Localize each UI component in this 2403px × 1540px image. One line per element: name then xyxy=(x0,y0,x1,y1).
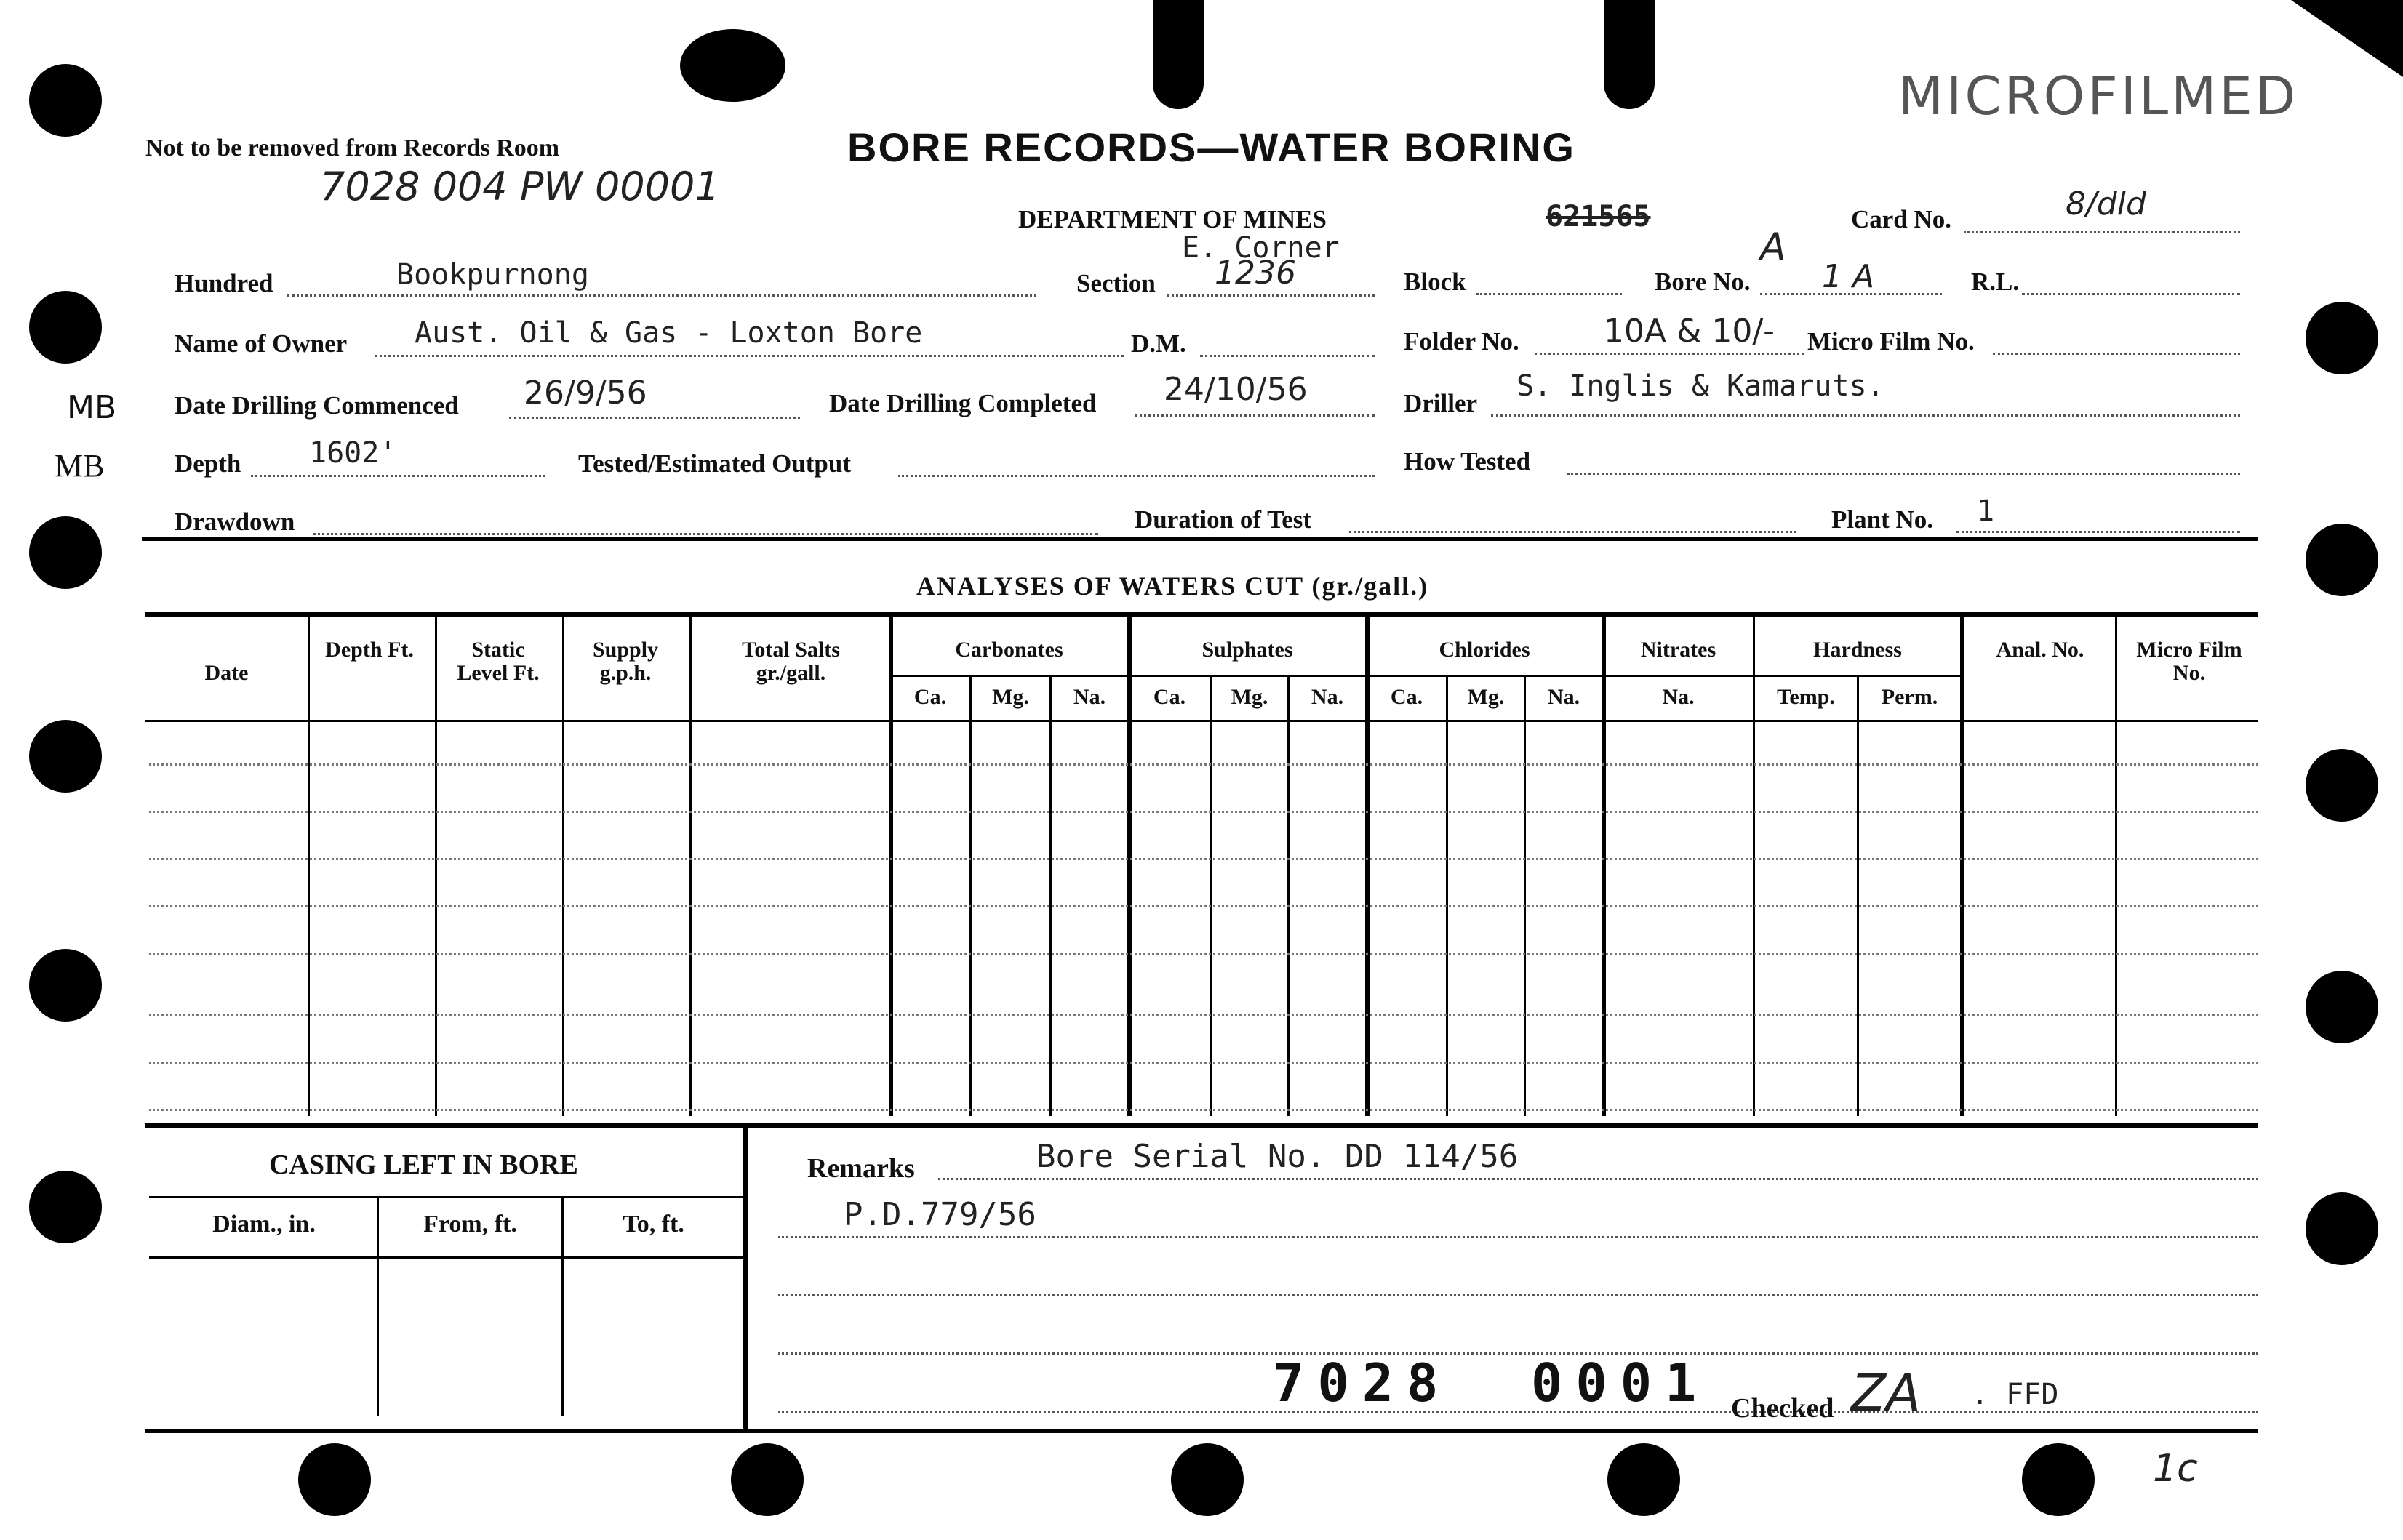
stamp-number-left: 7028 xyxy=(1273,1352,1452,1413)
column-divider xyxy=(562,614,564,1116)
plant-no-label: Plant No. xyxy=(1831,505,1933,534)
punch-hole xyxy=(29,720,102,793)
sub-header: Mg. xyxy=(1231,685,1268,709)
divider xyxy=(142,537,2258,541)
section-note: E. Corner xyxy=(1182,231,1340,265)
punch-hole xyxy=(2306,302,2378,374)
column-divider xyxy=(1857,676,1859,1116)
punch-hole xyxy=(298,1443,371,1516)
punch-hole xyxy=(29,1171,102,1243)
divider xyxy=(145,1123,2258,1128)
col-header-depth: Depth Ft. xyxy=(325,638,414,662)
punch-tab xyxy=(1604,0,1655,109)
punch-hole xyxy=(731,1443,804,1516)
margin-note-mb: MB xyxy=(55,448,105,484)
folder-no-label: Folder No. xyxy=(1404,327,1519,356)
dotted-line xyxy=(938,1178,2258,1180)
bore-no-value: 1 A xyxy=(1822,258,1875,295)
divider xyxy=(149,1196,743,1198)
section-divider xyxy=(743,1126,748,1431)
column-divider xyxy=(308,614,310,1116)
casing-diam-header: Diam., in. xyxy=(212,1211,316,1238)
casing-to-header: To, ft. xyxy=(623,1211,684,1238)
casing-title: CASING LEFT IN BORE xyxy=(269,1150,578,1180)
driller-value: S. Inglis & Kamaruts. xyxy=(1516,369,1884,403)
sub-header: Ca. xyxy=(1390,685,1423,709)
sub-header: Na. xyxy=(1662,685,1695,709)
hundred-label: Hundred xyxy=(175,269,273,297)
corner-cut xyxy=(2291,0,2403,80)
department-label: DEPARTMENT OF MINES xyxy=(1018,205,1327,233)
tested-output-label: Tested/Estimated Output xyxy=(578,449,852,478)
rl-label: R.L. xyxy=(1971,268,2020,296)
sub-header: Na. xyxy=(1073,685,1106,709)
col-header-micro-film: Micro Film No. xyxy=(2136,638,2242,685)
records-note: Not to be removed from Records Room xyxy=(145,135,560,161)
bore-no-label: Bore No. xyxy=(1655,268,1751,296)
page-title: BORE RECORDS—WATER BORING xyxy=(847,124,1575,170)
punch-hole xyxy=(2306,1192,2378,1265)
table-row xyxy=(149,1109,2258,1111)
analyses-title: ANALYSES OF WATERS CUT (gr./gall.) xyxy=(916,572,1429,601)
column-divider xyxy=(969,676,972,1116)
dotted-line xyxy=(1476,293,1622,295)
checked-label: Checked xyxy=(1731,1393,1834,1424)
col-header-date: Date xyxy=(204,661,249,685)
remarks-line1: Bore Serial No. DD 114/56 xyxy=(1036,1138,1519,1175)
dotted-line xyxy=(313,533,1098,535)
col-header-nitrates: Nitrates xyxy=(1640,638,1716,662)
block-label: Block xyxy=(1404,268,1466,296)
table-row xyxy=(149,953,2258,955)
punch-hole xyxy=(2022,1443,2095,1516)
record-id-handwritten: 7028 004 PW 00001 xyxy=(320,164,720,209)
header-underline xyxy=(891,675,1960,677)
column-divider xyxy=(1960,614,1964,1116)
dotted-line xyxy=(251,475,545,477)
column-divider xyxy=(1446,676,1448,1116)
bore-no-top: A xyxy=(1760,225,1786,269)
duration-label: Duration of Test xyxy=(1135,505,1312,534)
col-header-static: Static Level Ft. xyxy=(457,638,540,685)
card-no-value: 8/dld xyxy=(2066,185,2146,222)
col-header-chlorides: Chlorides xyxy=(1439,638,1530,662)
dotted-line xyxy=(1956,531,2240,533)
how-tested-label: How Tested xyxy=(1404,447,1531,476)
casing-from-header: From, ft. xyxy=(423,1211,517,1238)
punch-hole xyxy=(2306,971,2378,1043)
table-row xyxy=(149,811,2258,813)
column-divider xyxy=(1287,676,1290,1116)
header-underline xyxy=(145,720,2258,722)
punch-hole xyxy=(29,291,102,364)
punch-hole xyxy=(1607,1443,1680,1516)
driller-label: Driller xyxy=(1404,389,1478,417)
punch-hole xyxy=(29,64,102,137)
dotted-line xyxy=(1567,473,2240,475)
hundred-value: Bookpurnong xyxy=(396,258,589,292)
remarks-label: Remarks xyxy=(807,1153,915,1184)
micro-film-no-label: Micro Film No. xyxy=(1807,327,1975,356)
owner-label: Name of Owner xyxy=(175,329,348,358)
microfilmed-stamp: MICROFILMED xyxy=(1898,65,2299,127)
column-divider xyxy=(1049,676,1052,1116)
dotted-line xyxy=(1135,414,1375,417)
table-row xyxy=(149,763,2258,766)
dotted-line xyxy=(1200,355,1375,357)
drawdown-label: Drawdown xyxy=(175,508,295,536)
col-header-anal-no: Anal. No. xyxy=(1996,638,2084,662)
dotted-line xyxy=(375,355,1124,357)
card-no-label: Card No. xyxy=(1851,205,1952,233)
punch-hole xyxy=(1171,1443,1244,1516)
punch-hole xyxy=(2306,524,2378,596)
col-header-hardness: Hardness xyxy=(1813,638,1902,662)
table-row xyxy=(149,858,2258,860)
date-completed-value: 24/10/56 xyxy=(1164,371,1308,408)
punch-hole xyxy=(29,516,102,589)
col-header-sulphates: Sulphates xyxy=(1202,638,1293,662)
sub-header: Temp. xyxy=(1777,685,1835,709)
col-header-carbonates: Carbonates xyxy=(955,638,1063,662)
table-row xyxy=(149,1062,2258,1064)
dm-label: D.M. xyxy=(1131,329,1186,358)
depth-label: Depth xyxy=(175,449,241,478)
date-commenced-value: 26/9/56 xyxy=(524,374,647,412)
col-header-supply: Supply g.p.h. xyxy=(592,638,659,685)
checked-suffix: . FFD xyxy=(1971,1378,2059,1411)
divider xyxy=(149,1256,743,1259)
sub-header: Na. xyxy=(1547,685,1580,709)
punch-tab xyxy=(1153,0,1204,109)
margin-note-bottom: 1c xyxy=(2153,1447,2198,1491)
dotted-line xyxy=(1964,231,2240,233)
dotted-line xyxy=(509,417,800,419)
column-divider xyxy=(1524,676,1526,1116)
dotted-line xyxy=(1993,353,2240,355)
dotted-line xyxy=(1167,294,1375,297)
divider xyxy=(145,1429,2258,1433)
owner-value: Aust. Oil & Gas - Loxton Bore xyxy=(415,316,923,350)
checked-signature: ZA xyxy=(1851,1363,1921,1423)
dotted-line xyxy=(778,1294,2258,1296)
punch-hole xyxy=(2306,749,2378,822)
date-completed-label: Date Drilling Completed xyxy=(829,389,1097,417)
section-value: 1236 xyxy=(1215,254,1296,292)
sub-header: Ca. xyxy=(913,685,947,709)
table-row xyxy=(149,1014,2258,1016)
table-row xyxy=(149,905,2258,907)
margin-note-mb: MB xyxy=(67,389,117,426)
punch-hole xyxy=(680,29,785,102)
dotted-line xyxy=(778,1236,2258,1238)
folder-no-value: 10A & 10/- xyxy=(1604,313,1775,350)
column-divider xyxy=(1210,676,1212,1116)
punch-hole xyxy=(29,949,102,1022)
dotted-line xyxy=(778,1352,2258,1355)
col-header-total-salts: Total Salts gr./gall. xyxy=(742,638,840,685)
sub-header: Mg. xyxy=(1467,685,1505,709)
struck-number: 621565 xyxy=(1546,200,1651,233)
stamp-number-right: 0001 xyxy=(1531,1352,1710,1413)
sub-header: Mg. xyxy=(992,685,1029,709)
column-divider xyxy=(435,614,437,1116)
sub-header: Perm. xyxy=(1881,685,1938,709)
sub-header: Ca. xyxy=(1153,685,1186,709)
dotted-line xyxy=(2022,293,2240,295)
divider xyxy=(145,612,2258,617)
depth-value: 1602' xyxy=(309,436,397,470)
plant-no-value: 1 xyxy=(1977,494,1995,528)
dotted-line xyxy=(1349,531,1796,533)
dotted-line xyxy=(287,294,1036,297)
column-divider xyxy=(689,614,692,1116)
dotted-line xyxy=(1491,414,2240,417)
dotted-line xyxy=(898,475,1375,477)
section-label: Section xyxy=(1076,269,1156,297)
date-commenced-label: Date Drilling Commenced xyxy=(175,391,459,420)
dotted-line xyxy=(1535,353,1804,355)
remarks-line2: P.D.779/56 xyxy=(844,1196,1036,1233)
column-divider xyxy=(2115,614,2117,1116)
sub-header: Na. xyxy=(1311,685,1344,709)
